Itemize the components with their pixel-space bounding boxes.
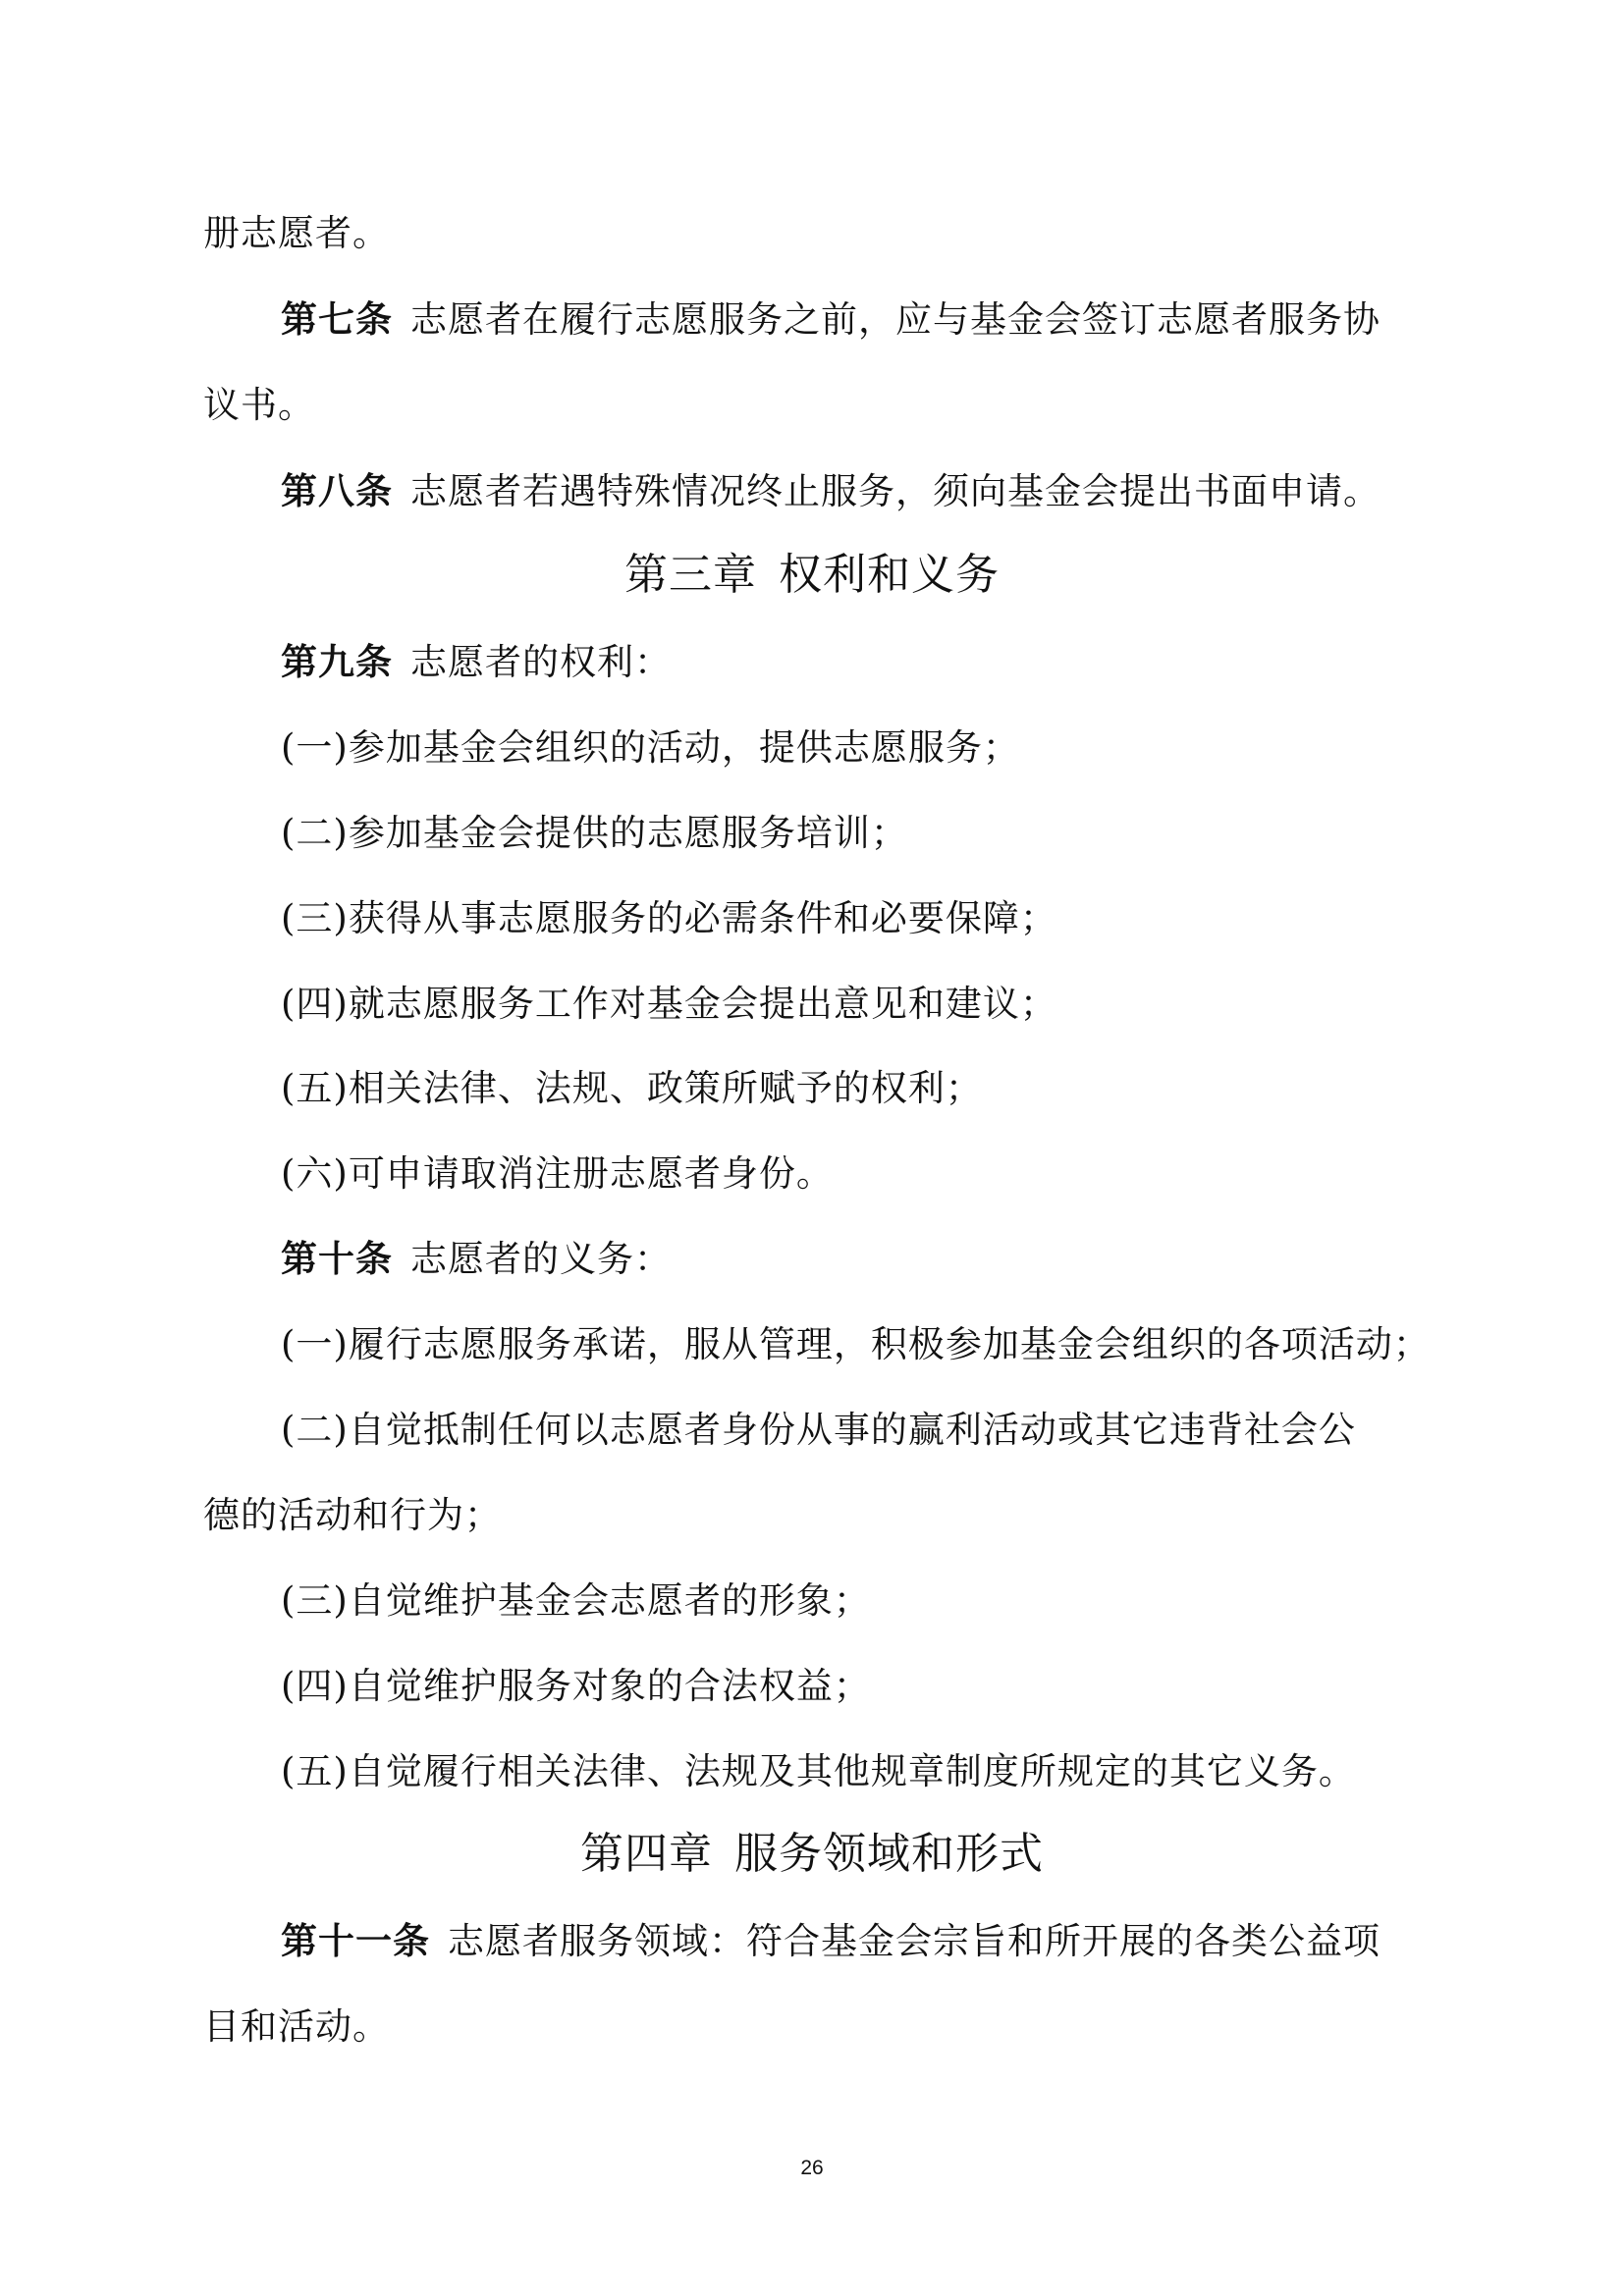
list-item-text: (六)可申请取消注册志愿者身份。	[281, 1152, 834, 1195]
list-item	[281, 1407, 1508, 1454]
list-item	[281, 895, 1508, 942]
article-8	[281, 468, 1508, 515]
article-label: 第九条	[281, 641, 393, 683]
list-item-text: 德的活动和行为；	[203, 1494, 502, 1536]
article-11	[281, 1918, 1508, 1965]
article-text: 目和活动。	[203, 2005, 390, 2048]
chapter-title: 权利和义务	[779, 550, 1000, 600]
list-item-text: (三)获得从事志愿服务的必需条件和必要保障；	[281, 897, 1057, 939]
list-item-text: (一)参加基金会组织的活动，提供志愿服务；	[281, 726, 1020, 769]
article-9	[281, 639, 1508, 686]
page-number: 26	[800, 2157, 824, 2179]
article-11-continuation	[203, 2003, 1431, 2051]
paragraph-fragment	[203, 210, 1431, 257]
list-item-text: (四)自觉维护服务对象的合法权益；	[281, 1665, 871, 1707]
chapter-4-heading	[0, 1827, 1624, 1882]
list-item-text: (三)自觉维护基金会志愿者的形象；	[281, 1579, 871, 1622]
list-item-text: (二)自觉抵制任何以志愿者身份从事的赢利活动或其它违背社会公	[281, 1409, 1356, 1451]
article-label: 第十条	[281, 1238, 393, 1280]
chapter-title: 服务领域和形式	[734, 1829, 1044, 1879]
article-7-continuation	[203, 382, 1431, 429]
article-text: 议书。	[203, 384, 315, 426]
paragraph-text: 册志愿者。	[203, 212, 390, 254]
list-item-text: (五)自觉履行相关法律、法规及其他规章制度所规定的其它义务。	[281, 1750, 1356, 1792]
list-item	[281, 810, 1508, 857]
article-text: 志愿者的义务：	[410, 1238, 672, 1280]
list-item	[281, 1065, 1508, 1112]
article-text: 志愿者在履行志愿服务之前，应与基金会签订志愿者服务协	[410, 298, 1380, 341]
list-item	[281, 1748, 1508, 1795]
list-item	[281, 981, 1508, 1028]
article-label: 第八条	[281, 470, 393, 512]
article-text: 志愿者若遇特殊情况终止服务，须向基金会提出书面申请。	[410, 470, 1380, 512]
list-item-text: (四)就志愿服务工作对基金会提出意见和建议；	[281, 983, 1057, 1025]
article-text: 志愿者的权利：	[410, 641, 672, 683]
list-item	[281, 1577, 1508, 1625]
article-label: 第十一条	[281, 1920, 430, 1962]
chapter-number: 第三章	[624, 550, 757, 600]
list-item	[281, 724, 1508, 772]
list-item	[281, 1663, 1508, 1710]
chapter-3-heading	[0, 548, 1624, 603]
list-item	[281, 1150, 1508, 1198]
article-label: 第七条	[281, 298, 393, 341]
list-item-text: (五)相关法律、法规、政策所赋予的权利；	[281, 1067, 983, 1109]
list-item-continuation	[203, 1492, 1431, 1539]
article-10	[281, 1236, 1508, 1283]
article-text: 志愿者服务领域：符合基金会宗旨和所开展的各类公益项	[448, 1920, 1380, 1962]
article-7	[281, 296, 1508, 344]
list-item	[281, 1321, 1508, 1368]
list-item-text: (一)履行志愿服务承诺，服从管理，积极参加基金会组织的各项活动；	[281, 1323, 1431, 1365]
chapter-number: 第四章	[580, 1829, 713, 1879]
list-item-text: (二)参加基金会提供的志愿服务培训；	[281, 812, 908, 854]
